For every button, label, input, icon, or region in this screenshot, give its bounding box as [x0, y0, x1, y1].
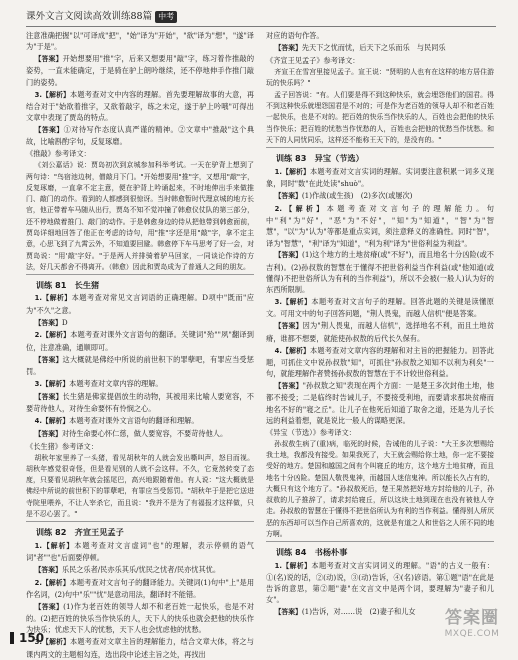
answer-paragraph: [266, 42, 494, 54]
paragraph-text: 孙叔敖生病了(重)病，临死的时候，告诫他的儿子说："大王多次想赐给我土地，我都没有接受。如果我死了，大王就会赐给你土地，你一定不要接受好的地方。楚国和越国之间有个叫寝丘的地方，这个地方土地贫瘠，而且地名十分凶险。楚国人敬畏鬼神，而越国人迷信鬼神。所以能长久占有的，大概只有这个地方了。"孙叔敖死后，楚王果然把好地方封给他的儿子，孙叔敖的儿子推辞了，请求封给寝丘，所以这块土地到现在也没有被他人夺走。孙叔敖的智慧在于懂得不把世俗所认为有利的当作利益。懂得别人所厌恶的东西却可以当作自己所喜欢的，这就是有道之人和世俗之人所不同的地方啊。: [266, 439, 494, 539]
answer-tag: 2.【解析】: [274, 204, 327, 213]
answer-tag: 1.【解析】: [274, 167, 311, 176]
answer-tag: 1.【解析】: [274, 561, 312, 570]
answer-paragraph: [26, 30, 254, 53]
paragraph-text: 对应的语句作答。: [266, 31, 324, 40]
answer-tag: 【答案】: [34, 429, 62, 438]
answer-paragraph: [26, 441, 254, 452]
answer-tag: 1.【解析】: [34, 294, 72, 303]
answer-paragraph: [266, 190, 494, 202]
answer-tag: 【答案】: [34, 126, 64, 135]
answer-tag: 4.【解析】: [274, 346, 311, 355]
watermark: [432, 608, 512, 646]
answer-paragraph: [26, 391, 254, 415]
answer-tag: 【答案】: [274, 608, 302, 617]
answer-tag: 【答案】: [34, 602, 64, 611]
page-number-text: 150: [19, 631, 45, 645]
paragraph-text: 因为"荆人畏鬼，而越人信机"，选择地名不利，而且土地贫瘠，谁都不想要，就能使孙叔敖的后代长久保有。: [266, 321, 495, 343]
answer-paragraph: [266, 380, 494, 426]
paragraph-text: 《齐宣王见孟子》参考译文：: [266, 55, 360, 65]
paragraph-text: (1)这个地方的土地贫瘠(或"不好")，而且地名十分凶险(或不吉利)。(2)孙叔敖的智慧在于懂得不把世俗利益当作利益(或"他知道(或懂得)不把世俗所认为有利的当作利益")，所以不会被(一般人)认为好的东西所限制。: [266, 250, 494, 295]
answer-tag: 【答案】: [274, 382, 303, 391]
paragraph-text: 本题考查对课外文言语句的翻译和理解。: [69, 415, 199, 425]
paragraph-text: 《异宝（节选）》参考译文：: [266, 427, 356, 437]
paragraph-text: 长生猪是佛家提倡放生的动物，其被用来比喻人要宽容，不要苛待他人，对待生命要怀有怜悯之心。: [26, 391, 254, 414]
answer-paragraph: [266, 560, 494, 606]
answer-tag: 【答案】: [34, 355, 63, 364]
answer-paragraph: [266, 30, 494, 41]
paragraph-text: 注意准确把握"以"可译成"把"，"始"译为"开始"，"欲"译为"想"，"遂"译为"于是"。: [26, 31, 254, 52]
paragraph-text: D: [61, 317, 68, 327]
translation-paragraph: [266, 67, 494, 90]
section-heading: 训练 83 异宝（节选）: [266, 147, 494, 165]
answer-paragraph: [266, 320, 494, 344]
paragraph-text: 开始想要用"推"字，后来又想要用"敲"字，练习着作推敲的姿势，一直未能确定，于是骑在驴上朗吟继续，还不停地伸手作推门敲门的姿势。: [26, 54, 255, 87]
book-title: 课外文言文阅读高效训练88篇: [26, 11, 153, 22]
paragraph-text: 《长生猪》参考译文：: [26, 441, 98, 451]
answer-paragraph: [26, 636, 254, 660]
paragraph-text: (1)告诉，对……说 (2)妻子和儿女: [301, 607, 416, 617]
paragraph-text: 这大概就是佛经中所说的前世积下的罪孽吧，有罪应当受惩罚。: [26, 354, 254, 376]
answer-tag: 3.【解析】: [34, 379, 70, 388]
translation-paragraph: [266, 439, 494, 541]
paragraph-text: 本题考查对文言句子的翻译能力。关键词(1)句中"上"是用作名词，(2)句中"乐""忧"是意动用法，翻译时不能错。: [26, 577, 255, 599]
page-header: [26, 8, 496, 27]
answer-paragraph: [26, 564, 254, 576]
answer-tag: 3.【解析】: [34, 90, 71, 99]
answer-paragraph: [26, 148, 254, 159]
answer-tag: 【答案】: [34, 318, 62, 327]
answer-tag: 【答案】: [274, 251, 303, 260]
answer-paragraph: [26, 53, 254, 88]
watermark-main: 答案圈: [445, 608, 499, 628]
paragraph-text: (1)作为老百姓的领导人却不和老百姓一起快乐，也是不对的。(2)把百姓的快乐当作快乐的人，天下人的快乐也就会把他的快乐作为快乐；忧虑天下人的忧愁，天下人也会忧虑他的忧愁。: [26, 601, 254, 635]
paragraph-text: 本题考查对文章主旨的理解能力，结合文章大体，将之与课内两文的主题相勾连，选出段中论述主旨之处，再找出: [26, 637, 254, 659]
page-number: [10, 631, 44, 645]
answer-tag: 【答案】: [274, 191, 302, 200]
paragraph-text: 胡秋年家里养了一头猪，看见胡秋年的人就会发出嘶叫声，怒目而视。胡秋年感觉很奇怪，但是看见别的人就不会这样。不久，它竟然转变了态度，只要看见胡秋年就会摇尾巴，高兴地跟随着他。有人说："这大概就是佛经中所说的前世积下的罪孽吧，有罪应当受惩罚。"胡秋年于是把它送进寺院里喂养，不让人宰杀它，而且说："我并不是为了有福报才这样做，只是不忍心罢了。": [26, 453, 254, 519]
answer-tag: 4.【解析】: [34, 416, 70, 425]
answer-tag: 【答案】: [274, 43, 302, 52]
answer-tag: 【答案】: [34, 392, 63, 401]
paragraph-text: 先天下之忧而忧，后天下之乐而乐 与民同乐: [301, 42, 446, 52]
translation-paragraph: [26, 160, 254, 273]
paragraph-text: 齐宣王在雪宫里接见孟子。宣王说："贤明的人也有在这样的地方居住游玩的快乐吗？": [266, 67, 494, 87]
section-heading: 训练 84 书杨朴事: [266, 541, 494, 559]
paragraph-text: 本题考查对文言实词词义的理解。"语"的古义一般有：①(名)说的话，②(动)说，③(动)告诉，④(名)谚语。第①题"语"在此是告诉的意思，第②题"妻"在文言文中是两个词，要理解为"妻子和儿女"。: [266, 560, 494, 605]
page-number-bar: [10, 632, 14, 644]
paragraph-text: 《推敲》参考译文：: [26, 149, 91, 159]
answer-paragraph: [26, 415, 254, 427]
answer-tag: 【答案】: [274, 322, 303, 331]
answer-tag: 【答案】: [34, 565, 62, 574]
right-column: [266, 30, 494, 630]
answer-paragraph: [26, 329, 254, 353]
answer-paragraph: [26, 89, 254, 124]
translation-paragraph: [26, 453, 254, 521]
answer-paragraph: [266, 249, 494, 295]
answer-tag: 3.【解析】: [274, 298, 312, 307]
answer-tag: 2.【解析】: [34, 578, 70, 587]
answer-paragraph: [26, 124, 254, 148]
paragraph-text: "孙叔敖之知"表现在两个方面：一是楚王多次封他土地，他都不接受；二是临终时告诫儿子，不要接受利地，而要请求那块贫瘠而地名不好的"寝之丘"。让儿子在他死后知道了取舍之道，还是为儿子长远的利益着想，就是说比一般人的谋略更深。: [266, 381, 495, 425]
answer-paragraph: [26, 292, 254, 316]
answer-paragraph: [266, 55, 494, 66]
answer-paragraph: [266, 203, 494, 249]
translation-paragraph: [266, 90, 494, 146]
section-heading: 训练 81 长生猪: [26, 274, 254, 292]
paragraph-text: 对待生命要心怀仁慈，做人要宽容，不要苛待他人。: [61, 428, 228, 438]
answer-tag: 2.【解析】: [34, 331, 71, 340]
answer-paragraph: [26, 428, 254, 440]
answer-tag: 3.【解析】: [34, 638, 71, 647]
paragraph-text: 本题考查对文言实词的理解。实词要注意积累一词多义现象，同时"数"在此处读"shuò"。: [266, 166, 494, 188]
paragraph-text: 本题考查对文章内容的理解和对主旨的把握能力。回答此题，可抓住文中说孙叔敖"知"，可抓住"孙叔敖之知知不以利为利矣"一句，就能理解作者赞扬孙叔敖的智慧在于不计较世俗利益。: [266, 345, 494, 379]
watermark-sub: MXQE.COM: [444, 629, 500, 639]
paragraph-text: ①对待写作态度认真严谨的精神。②文章中"推敲"这个典故，比喻斟酌字句，反复琢磨。: [26, 125, 255, 147]
answer-paragraph: [26, 317, 254, 329]
answer-tag: 1.【解析】: [34, 541, 75, 550]
answer-paragraph: [26, 540, 254, 564]
paragraph-text: 本题考查对常见文言词语的正确理解。D项中"既而"应为"不久"之意。: [26, 293, 254, 315]
answer-paragraph: [266, 296, 494, 320]
paragraph-text: 本题考查对文中内容的理解。首先要理解故事的大意，再结合对于"始欲着推字，又欲着敲字，练之未定，遂于驴上吟哦"可得出文章中表现了贾岛的特点。: [26, 89, 254, 123]
answer-paragraph: [26, 577, 254, 601]
paragraph-text: 本题考查对文章内容的理解。: [69, 378, 163, 388]
paragraph-text: 本题考查对文言虚词"也"的理解，表示停顿的语气词"者""也"后面要停顿。: [26, 540, 254, 562]
answer-paragraph: [266, 345, 494, 380]
answer-paragraph: [26, 378, 254, 390]
paragraph-text: 《刘公嘉话》说：贾岛初次到京城参加科举考试。一天在驴背上想到了两句诗："鸟宿池边树，僧敲月下门。"开始想要用"推"字，又想用"敲"字，反复琢磨，一直拿不定主意，便在驴背上吟诵起来，不时地伸出手来做推门、敲门的动作。看到的人都感到很惊讶。当时韩愈暂时代理京城的地方长官，他正带着车马随从出行，贾岛不知不觉冲撞了韩愈仪仗队的第三部分，还不停地做着推门、敲门的动作。于是韩愈身边的侍从把他带到韩愈面前，贾岛详细地回答了他正在考虑的诗句，用"推"字还是用"敲"字，拿不定主意，心思飞到了九霄云外，不知道要回避。韩愈停下车马思考了好一会，对贾岛说："用'敲'字好。"于是两人并排骑着驴马回家，一同谈论作诗的方法，好几天都舍不得离开。（韩愈）因此和贾岛成为了普通人之间的朋友。: [26, 161, 254, 271]
answer-paragraph: [26, 601, 254, 636]
paragraph-text: 孟子回答说："有。人们要是得不到这种快乐，就会埋怨他们的国君。得不到这种快乐就埋怨国君是不对的；可是作为老百姓的领导人却不和老百姓一起快乐，也是不对的。把百姓的快乐当作快乐的人，百姓也会把他的快乐当作快乐；把百姓的忧愁当作忧愁的人，百姓也会把他的忧愁当作忧愁。和天下的人同忧同乐，这样还不能称王天下的，是没有的。": [266, 90, 494, 145]
section-heading: 训练 82 齐宣王见孟子: [26, 521, 254, 539]
paragraph-text: (1)作战(或生孩) (2)多次(或屡次): [301, 190, 413, 200]
answer-paragraph: [266, 166, 494, 190]
answer-tag: 【答案】: [34, 55, 63, 64]
paragraph-text: 本题考查对课外文言语句的翻译。关键词"殆""夙"翻译到位，注意准确，通顺即可。: [26, 330, 254, 352]
paragraph-text: 本题考查对文言句子的理解。回答此题的关键是读懂原文。可用文中的句子回答问题，"荆人畏鬼，而越人信机"便是答案。: [266, 297, 494, 319]
answer-paragraph: [26, 354, 254, 378]
answer-paragraph: [266, 427, 494, 438]
grade-badge: 中考: [155, 11, 177, 23]
paragraph-text: 乐民之乐者/民亦乐其乐/忧民之忧者/民亦忧其忧。: [61, 564, 221, 574]
paragraph-text: 本题考查对文言句子的理解能力。句中"利"为"好"，"恶"为"不好"，"知"为"知道"，"智"为"智慧"，"以"为"认为"等都是重点实词，须注意释义的准确性。同时"智"，译为"智慧"，"利"译为"知道"，"利为利"译为"世俗利益为利益"。: [266, 203, 494, 248]
